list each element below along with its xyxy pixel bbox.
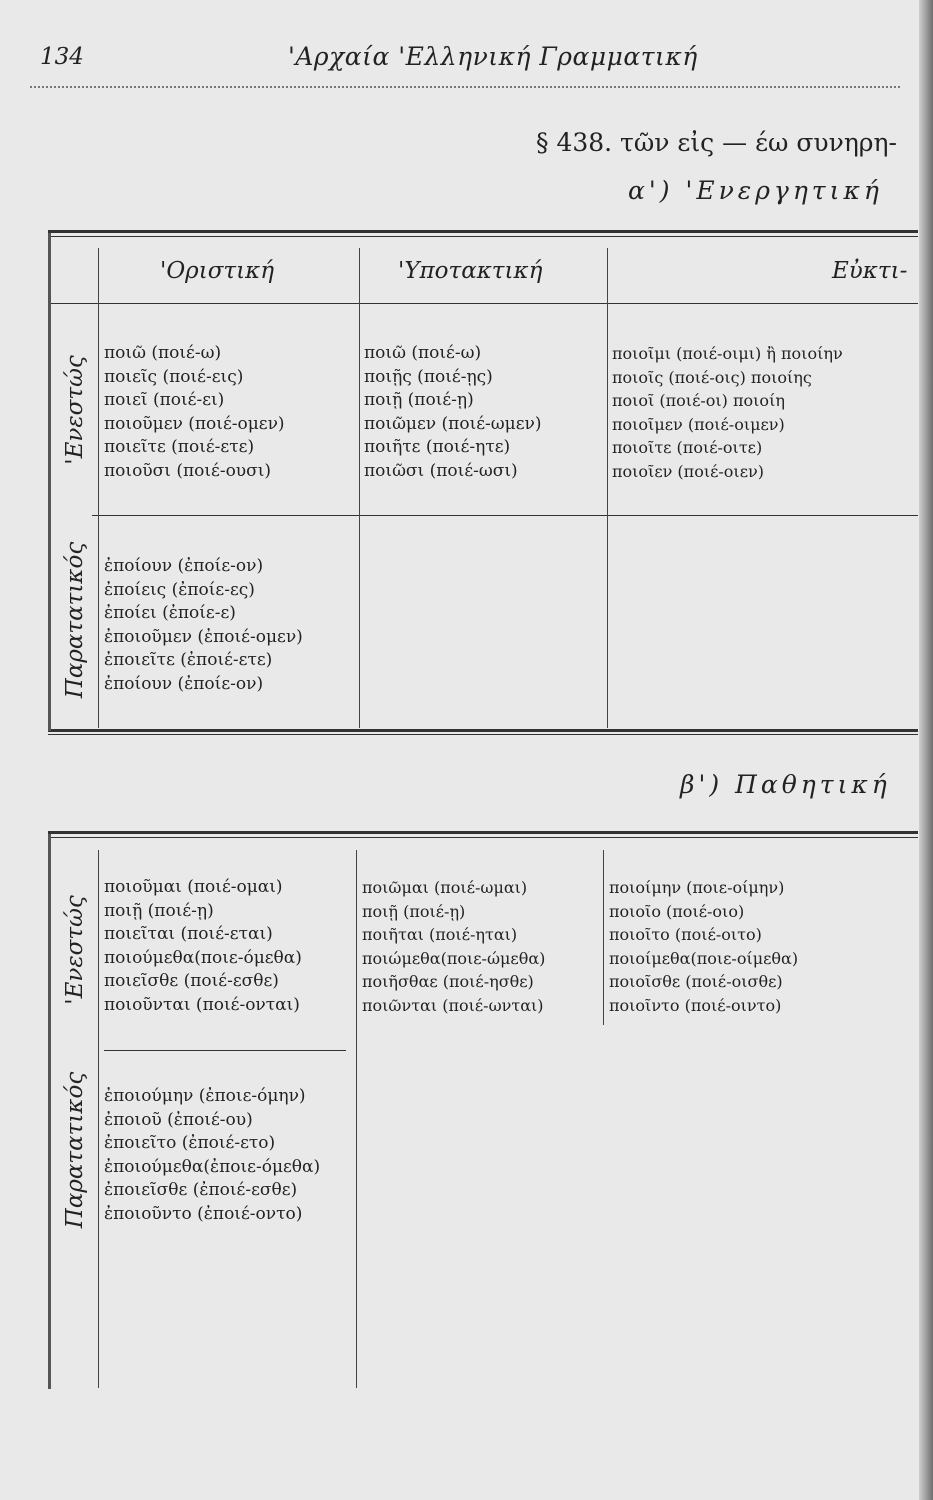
form-line: ποιεῖται (ποιέ-εται) (104, 924, 273, 945)
form-line: ἐποιοῦ (ἐποιέ-ου) (104, 1109, 253, 1130)
passive-left-border (48, 834, 51, 1389)
form-line: ποιοίμην (ποιε-οίμην) (609, 878, 785, 897)
form-line: ἐποιούμεθα(ἐποιε-όμεθα) (104, 1156, 321, 1177)
passive-table-top-rule (48, 831, 918, 834)
active-present-optative (612, 342, 843, 484)
active-left-border (48, 233, 51, 731)
form-line: ποιῶνται (ποιέ-ωνται) (362, 995, 544, 1015)
running-title: 'Αρχαία 'Ελληνική Γραμματική (288, 42, 698, 71)
form-line: ποιεῖσθε (ποιέ-εσθε) (104, 971, 279, 992)
form-line: ποιοῖμεν (ποιέ-οιμεν) (612, 414, 785, 434)
form-line: ποιοῦμαι (ποιέ-ομαι) (104, 877, 283, 897)
active-table-bottom-rule (48, 729, 918, 732)
form-line: ἐποιεῖσθε (ἐποιέ-εσθε) (104, 1180, 298, 1201)
form-line: ἐποίουν (ἐποίε-ον) (104, 673, 264, 694)
passive-col-divider-2 (356, 850, 357, 1388)
form-line: ποιοῖ (ποιέ-οι) ποιοίη (612, 391, 785, 411)
form-line: ἐποίει (ἐποίε-ε) (104, 603, 236, 624)
page-edge-shadow (919, 0, 933, 1500)
passive-imperfect-indicative (104, 1085, 320, 1227)
active-header-rule (48, 303, 918, 304)
form-line: ποιῶ (ποιέ-ω) (104, 343, 222, 363)
col-head-optative: Εὐκτι- (832, 258, 908, 284)
form-line: ποιῶμαι (ποιέ-ωμαι) (362, 878, 528, 897)
form-line: ποιῶ (ποιέ-ω) (364, 343, 482, 363)
active-col-divider-3 (607, 248, 608, 728)
form-line: ποιῆτε (ποιέ-ητε) (364, 437, 511, 458)
col-head-subjunctive: 'Υποτακτική (398, 258, 543, 284)
active-table-bottom-rule-thin (48, 734, 918, 735)
active-col-divider-2 (359, 248, 360, 728)
form-line: ποιώμεθα(ποιε-ώμεθα) (362, 948, 546, 968)
form-line: ποιοῖτο (ποιέ-οιτο) (609, 925, 762, 945)
form-line: ποιοῦσι (ποιέ-ουσι) (104, 460, 272, 481)
form-line: ποιούμεθα(ποιε-όμεθα) (104, 947, 302, 968)
form-line: ποιοῖς (ποιέ-οις) ποιοίης (612, 367, 812, 387)
form-line: ποιοῖτε (ποιέ-οιτε) (612, 438, 763, 458)
passive-table-top-rule-thin (48, 837, 918, 838)
row-label-present: 'Ενεστώς (62, 355, 88, 465)
form-line: ποιῆται (ποιέ-ηται) (362, 925, 518, 945)
form-line: ποιοῦνται (ποιέ-ονται) (104, 994, 300, 1015)
passive-col-divider-1 (98, 850, 99, 1388)
form-line: ποιοῖμι (ποιέ-οιμι) ἢ ποιοίην (612, 344, 843, 363)
form-line: ἐποίεις (ἐποίε-ες) (104, 579, 255, 600)
passive-present-optative (609, 876, 798, 1018)
form-line: ἐποιούμην (ἐποιε-όμην) (104, 1086, 306, 1106)
form-line: ποιοῖσθε (ποιέ-οισθε) (609, 972, 783, 992)
active-present-indicative (104, 342, 285, 484)
section-title: § 438. τῶν εἰς — έω συνηρη- (536, 128, 897, 157)
form-line: ποιοίμεθα(ποιε-οίμεθα) (609, 948, 799, 968)
col-head-indicative: 'Οριστική (160, 258, 275, 284)
form-line: ποιῆσθαε (ποιέ-ησθε) (362, 972, 534, 992)
form-line: ποιεῖ (ποιέ-ει) (104, 390, 225, 411)
passive-present-divider (104, 1050, 346, 1051)
active-present-divider (92, 515, 918, 516)
form-line: ἐποιεῖτο (ἐποιέ-ετο) (104, 1133, 276, 1154)
passive-voice-heading: β') Παθητική (680, 770, 891, 799)
form-line: ἐποιοῦντο (ἐποιέ-οντο) (104, 1203, 303, 1224)
form-line: ποιεῖς (ποιέ-εις) (104, 366, 244, 387)
form-line: ποιῇ (ποιέ-ῃ) (364, 390, 474, 411)
form-line: ποιοῖεν (ποιέ-οιεν) (612, 461, 764, 481)
passive-present-subjunctive (362, 876, 545, 1018)
form-line: ποιῇ (ποιέ-ῃ) (362, 901, 466, 921)
active-table-top-rule (48, 230, 918, 233)
form-line: ποιεῖτε (ποιέ-ετε) (104, 437, 255, 458)
form-line: ποιῶσι (ποιέ-ωσι) (364, 460, 518, 481)
form-line: ποιῇ (ποιέ-ῃ) (104, 900, 214, 921)
row-label-present: 'Ενεστώς (62, 895, 88, 1005)
form-line: ἐποιεῖτε (ἐποιέ-ετε) (104, 650, 273, 671)
passive-col-divider-3 (603, 850, 604, 1025)
row-label-imperfect: Παρατατικός (62, 1071, 88, 1229)
form-line: ἐποιοῦμεν (ἐποιέ-ομεν) (104, 626, 303, 647)
page-number: 134 (40, 44, 84, 70)
passive-present-indicative (104, 876, 302, 1018)
form-line: ποιῇς (ποιέ-ῃς) (364, 366, 493, 387)
form-line: ποιῶμεν (ποιέ-ωμεν) (364, 413, 542, 434)
active-present-subjunctive (364, 342, 541, 484)
header-rule (30, 86, 900, 88)
form-line: ποιοῖο (ποιέ-οιο) (609, 901, 745, 921)
form-line: ποιοῖντο (ποιέ-οιντο) (609, 995, 782, 1015)
form-line: ἐποίουν (ἐποίε-ον) (104, 556, 264, 576)
active-col-divider-1 (98, 248, 99, 728)
form-line: ποιοῦμεν (ποιέ-ομεν) (104, 413, 285, 434)
row-label-imperfect: Παρατατικός (62, 541, 88, 699)
active-voice-heading: α') 'Ενεργητική (628, 176, 883, 205)
active-table-top-rule-thin (48, 236, 918, 237)
active-imperfect-indicative (104, 555, 303, 697)
